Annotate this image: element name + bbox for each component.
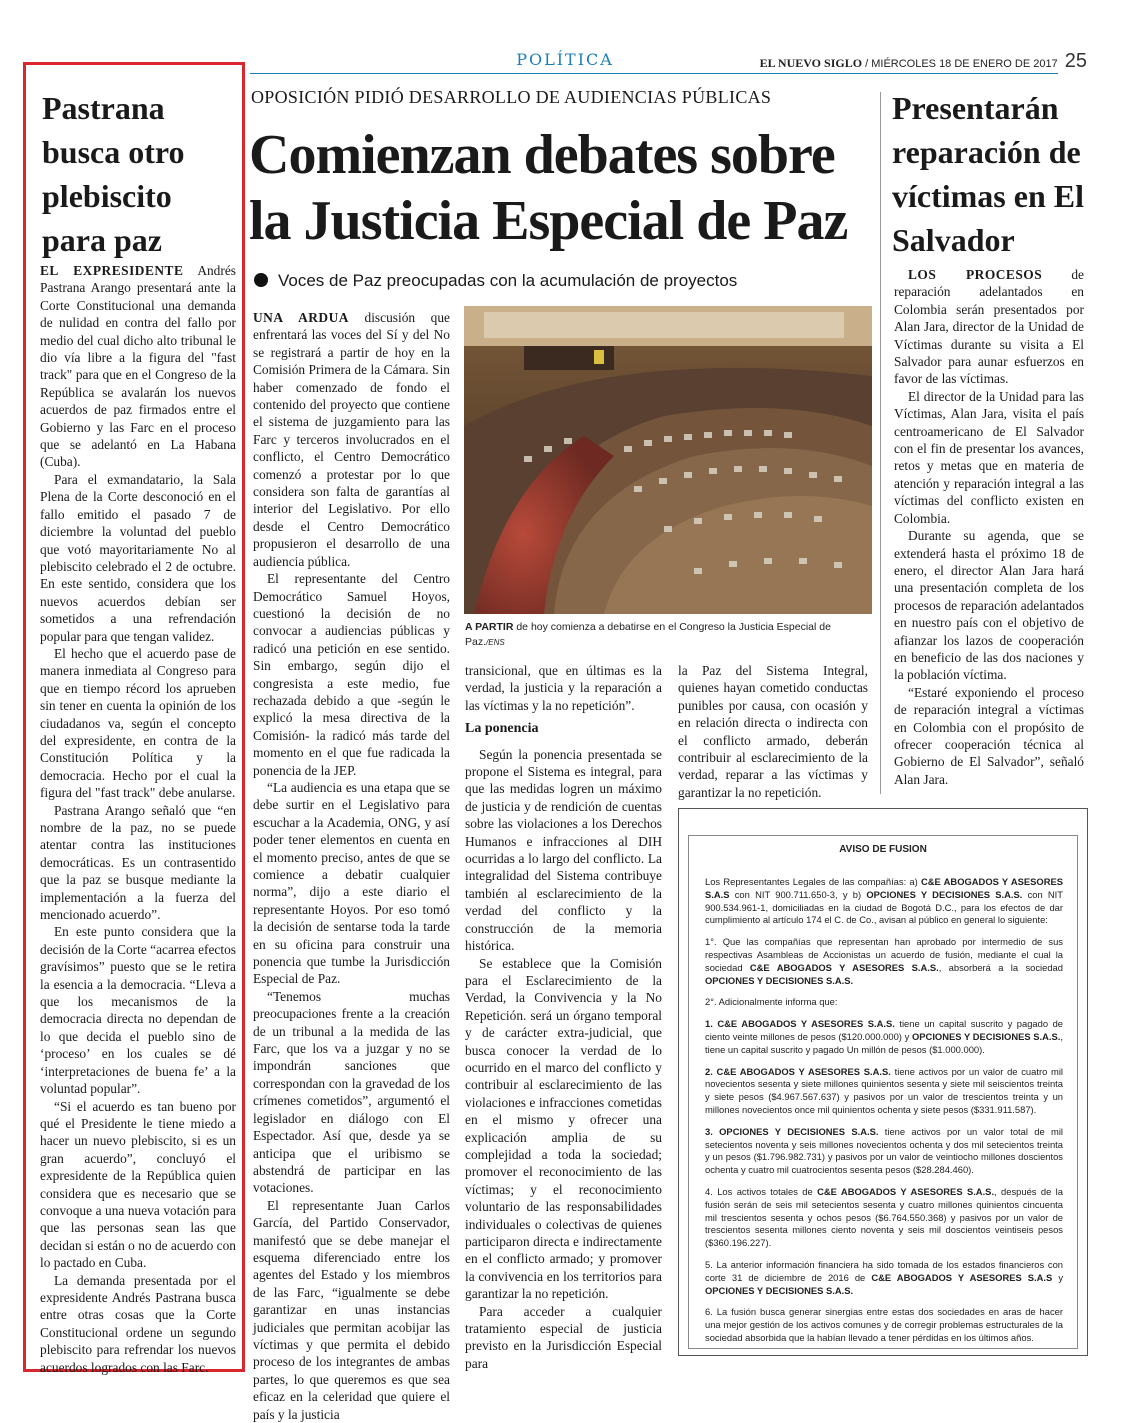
notice-body [705, 876, 1063, 1354]
notice-paragraph: 1°. Que las compañías que representan han aprobado por intermedio de sus respectivas Asambleas de Accionistas un acuerdo de fusión, mediante el cual la sociedad C&E ABOGADOS Y ASESORES S.A.S., absorberá a la sociedad OPCIONES Y DECISIONES S.A.S. [705, 936, 1063, 986]
right-article-title: Presentarán reparación de víctimas en El Salvador [892, 90, 1084, 258]
caption-lead: A PARTIR [465, 621, 514, 633]
notice-paragraph: 6. La fusión busca generar sinergias entre estas dos sociedades en aras de hacer una mejor gestión de los activos comunes y de corregir problemas estructurales de la sociedad absorbida que la habían llevado a tener pérdidas en los últimos años. [705, 1306, 1063, 1343]
section-label: POLÍTICA [516, 50, 614, 69]
article-paragraph: “Tenemos muchas preocupaciones frente a la creación de un tribunal a la medida de las Farc, que los va a juzgar y no se impondrán sanciones que correspondan con la gravedad de los crímenes cometidos”, argumentó el legislador en diálogo con El Espectador. Así que, desde ya se anticipa que el uribismo se abstendrá de participar en las votaciones. [253, 988, 450, 1196]
article-paragraph: UNA ARDUA discusión que enfrentará las voces del Sí y del No se registrará a partir de hoy en la Comisión Primera de la Cámara. Sin haber comenzado de fondo el contenido del proyecto que contiene el sistema de juzgamiento para las Farc y terceros involucrados en el conflicto, el Centro Democrático comenzó a protestar por lo que considera son falta de garantías al interior del Legislativo. Por ello desde el Centro Democrático propusieron el desarrollo de una audiencia pública. [253, 310, 450, 569]
article-paragraph: El hecho que el acuerdo pase de manera inmediata al Congreso para que en tiempo récord los aprueben sin tener en cuenta la opinión de los ciudadanos va, según el concepto del expresidente, en contra de la Constitución Política y la democracia. Hecho por el cual la figura del "fast track" debe anularse. [40, 645, 236, 801]
left-article-title: Pastrana busca otro plebiscito para paz [42, 90, 185, 258]
article-paragraph: LOS PROCESOS de reparación adelantados en Colombia serán presentados por Alan Jara, director de la Unidad de Víctimas durante su visita a El Salvador para aunar esfuerzos en favor de las víctimas. [894, 267, 1084, 387]
article-paragraph: La demanda presentada por el expresidente Andrés Pastrana busca entre otras cosas que la Corte Constitucional ordene un segundo plebiscito para refrendar los nuevos acuerdos logrados con las Farc. [40, 1272, 236, 1375]
article-paragraph: El representante del Centro Democrático Samuel Hoyos, cuestionó la decisión de no convocar a audiencias públicas y radicó una petición en ese sentido. Sin embargo, según dijo el congresista a este medio, fue rechazada debido a que -según le explicó la mesa directiva de la Comisión- la radicó más tarde del momento en el que fue radicada la ponencia de la JEP. [253, 571, 450, 778]
article-paragraph: “Estaré exponiendo el proceso de reparación integral a víctimas en Colombia con el propósito de ofrecer cooperación técnica al Gobierno de El Salvador”, señaló Alan Jara. [894, 684, 1084, 787]
newspaper-name: EL NUEVO SIGLO [759, 56, 863, 70]
article-paragraph: Durante su agenda, que se extenderá hasta el próximo 18 de enero, el director Alan Jara hará una presentación completa de los procesos de reparación adelantados en nuestro país con el objetivo de afianzar los lazos de cooperación en beneficio de las dos naciones y la población víctima. [894, 528, 1084, 683]
bullet-icon [254, 273, 268, 287]
article-paragraph: Para acceder a cualquier tratamiento especial de justicia previsto en la Jurisdicción Especial para [465, 1303, 662, 1371]
article-paragraph: Pastrana Arango señaló que “en nombre de la paz, no se puede atentar contra las instituciones democráticas. Es un contrasentido que la paz se busque mediante la implementación a la fuerza del mencionado acuerdo”. [40, 802, 236, 923]
notice-paragraph: 3. OPCIONES Y DECISIONES S.A.S. tiene activos por un valor total de mil setecientos noventa y seis millones novecientos ochenta y dos mil setecientos treinta y un pesos ($1.796.982.731) y pasivos por un valor de veintiocho millones doscientos ochenta y cuatro mil cuatrocientos sesenta pesos ($28.284.460). [705, 1125, 1063, 1176]
congress-photo [464, 306, 872, 614]
congress-chamber-image [464, 306, 872, 614]
notice-paragraph: 4. Los activos totales de C&E ABOGADOS Y ASESORES S.A.S., después de la fusión serán de seis mil setecientos sesenta y cuatro millones quinientos cincuenta mil trescientos sesenta y ochos pesos ($6.764.550.368) y pasivos por un valor de trescientos sesenta millones ciento noventa y seis mil doscientos veintiseis pesos ($360.196.227). [705, 1185, 1063, 1249]
article-paragraph: Según la ponencia presentada se propone el Sistema es integral, para que las medidas logren un máximo de justicia y de rendición de cuentas sobre las violaciones a los Derechos Humanos e infracciones al DIH ocurridas a lo largo del conflicto. La integralidad del Sistema contribuye también al esclarecimiento de la verdad del conflicto y la construcción de la memoria histórica. [465, 746, 662, 954]
article-paragraph: En este punto considera que la decisión de la Corte “acarrea efectos gravísimos” puesto que se le retira la esencia a la democracia. “Lleva a que los mecanismos de la democracia directa no dependan de lo que decida el pueblo sino de ‘proceso’ en los cuales se dé ‘interpretaciones de buena fe’ a la voluntad popular”. [40, 924, 236, 1097]
header-rule [250, 73, 1058, 74]
page-number: 25 [1064, 50, 1087, 72]
left-article-body [40, 262, 236, 1376]
photo-credit: /ENS [486, 638, 505, 647]
article-paragraph: EL EXPRESIDENTE Andrés Pastrana Arango presentará ante la Corte Constitucional una demanda de nulidad en contra del fallo por medio del cual dicho alto tribunal le dio vía libre a la figura del "fast track" para que en el Congreso de la República se avalarán los nuevos acuerdos de paz firmados entre el Gobierno y las Farc en el proceso que se adelantó en La Habana (Cuba). [40, 263, 236, 470]
main-article-column-3 [678, 662, 868, 801]
main-article-kicker: OPOSICIÓN PIDIÓ DESARROLLO DE AUDIENCIAS PÚBLICAS [251, 87, 772, 107]
notice-paragraph: 5. La anterior información financiera ha sido tomada de los estados financieros con corte 31 de diciembre de 2016 de C&E ABOGADOS Y ASESORES S.A.S y OPCIONES Y DECISIONES S.A.S. [705, 1258, 1063, 1296]
photo-caption: A PARTIR de hoy comienza a debatirse en el Congreso la Justicia Especial de Paz./ENS [465, 621, 831, 648]
lead-in: EL EXPRESIDENTE [40, 263, 184, 278]
lead-in: UNA ARDUA [253, 310, 349, 325]
section-subheading: La ponencia [465, 721, 539, 737]
notice-paragraph: 2°. Adicionalmente informa que: [705, 996, 838, 1008]
column-divider [880, 92, 881, 794]
notice-paragraph: 2. C&E ABOGADOS Y ASESORES S.A.S. tiene activos por un valor de cuatro mil novecientos sesenta y siete millones quinientos sesenta y siete mil seiscientos treinta y siete pesos ($4.967.567.637) y pasivos por un valor de trescientos treinta y un millones novecientos once mil quinientos ochenta y siete pesos ($331.911.587). [705, 1065, 1063, 1115]
article-paragraph: Se establece que la Comisión para el Esclarecimiento de la Verdad, la Convivencia y la No Repetición. será un órgano temporal y de carácter extra-judicial, que busca conocer la verdad de lo ocurrido en el marco del conflicto y contribuir al esclarecimiento de las violaciones e infracciones cometidas en el mismo y ofrecer una explicación amplia de su complejidad a toda la sociedad; promover el reconocimiento de las víctimas; y el reconocimiento voluntario de las responsabilidades individuales o colectivas de quienes participaron directa e indirectamente en el conflicto armado; y promover la convivencia en los territorios para garantizar la no repetición. [465, 955, 662, 1302]
main-article-title: Comienzan debates sobre la Justicia Especial de Paz [249, 124, 848, 252]
article-paragraph: la Paz del Sistema Integral, quienes hayan cometido conductas punibles por causa, con ocasión y en relación directa o indirecta con el conflicto armado, deberán contribuir al esclarecimiento de la verdad, reparar a las víctimas y garantizar la no repetición. [678, 663, 868, 800]
right-article-body [894, 266, 1084, 788]
notice-paragraph: 1. C&E ABOGADOS Y ASESORES S.A.S. tiene un capital suscrito y pagado de ciento veinte millones de pesos ($120.000.000) y OPCIONES Y DECISIONES S.A.S., tiene un capital suscrito y pagado Un millón de pesos ($1.000.000). [705, 1018, 1063, 1055]
merger-notice [678, 808, 1088, 1356]
article-paragraph: “La audiencia es una etapa que se debe surtir en el Legislativo para escuchar a la Academia, ONG, y así poder tener elementos en cuenta en el momento preciso, antes de que se comience a debatir cualquier norma”, dijo a este diario el representante Hoyos. Por eso tomó la decisión de sentarse toda la tarde en su oficina para construir una ponencia que tumbe la Jurisdicción Especial de Paz. [253, 779, 450, 987]
article-paragraph: Para el exmandatario, la Sala Plena de la Corte desconoció en el fallo emitido el pasado 7 de diciembre la voluntad del pueblo que votó mayoritariamente No al plebiscito celebrado el 2 de octubre. En este sentido, considera que los nuevos acuerdos debían ser sometidos a una refrendación popular para que tengan validez. [40, 471, 236, 644]
notice-paragraph: Los Representantes Legales de las compañías: a) C&E ABOGADOS Y ASESORES S.A.S con NIT 900.711.650-3, y b) OPCIONES Y DECISIONES S.A.S. con NIT 900.534.961-1, domiciliadas en la ciudad de Bogotá D.C., para los efectos de dar cumplimiento al artículo 174 el C. de Co., avisan al público en general lo siguiente: [705, 876, 1064, 926]
main-article-column-2 [465, 662, 662, 1372]
masthead [760, 50, 1087, 73]
article-paragraph: El representante Juan Carlos García, del Partido Conservador, manifestó que se debe manejar el esquema diferenciado entre los agentes del Estado y los miembros de las Farc, “igualmente se debe garantizar en unas instancias judiciales que permitan acobijar las víctimas y que permita el debido proceso de los integrantes de ambas partes, lo que queremos es que sea eficaz en la celeridad que quiere el país y la justicia [253, 1197, 450, 1422]
lead-in: LOS PROCESOS [908, 267, 1043, 282]
main-article-subhead: Voces de Paz preocupadas con la acumulación de proyectos [254, 271, 854, 291]
article-paragraph: El director de la Unidad para las Víctimas, Alan Jara, visita el país centroamericano de El Salvador con el fin de presentar los avances, retos y metas que en materia de atención y reparación integral a las víctimas del conflicto existen en Colombia. [894, 388, 1084, 526]
notice-inner-frame [688, 835, 1078, 1349]
article-paragraph: transicional, que en últimas es la verdad, la justicia y la reparación a las víctimas y la no repetición”. [465, 663, 662, 713]
article-paragraph: “Si el acuerdo es tan bueno por qué el Presidente le tiene miedo a hacer un nuevo plebiscito, si es un gran acuerdo”, concluyó el expresidente de la República quien considera que es necesario que se convoque a una nueva votación para que las personas sean las que decidan si están o no de acuerdo con lo pactado en Cuba. [40, 1098, 236, 1271]
issue-date: / MIÉRCOLES 18 DE ENERO DE 2017 [865, 58, 1058, 70]
main-article-column-1 [253, 309, 450, 1423]
notice-title: AVISO DE FUSION [839, 844, 927, 855]
